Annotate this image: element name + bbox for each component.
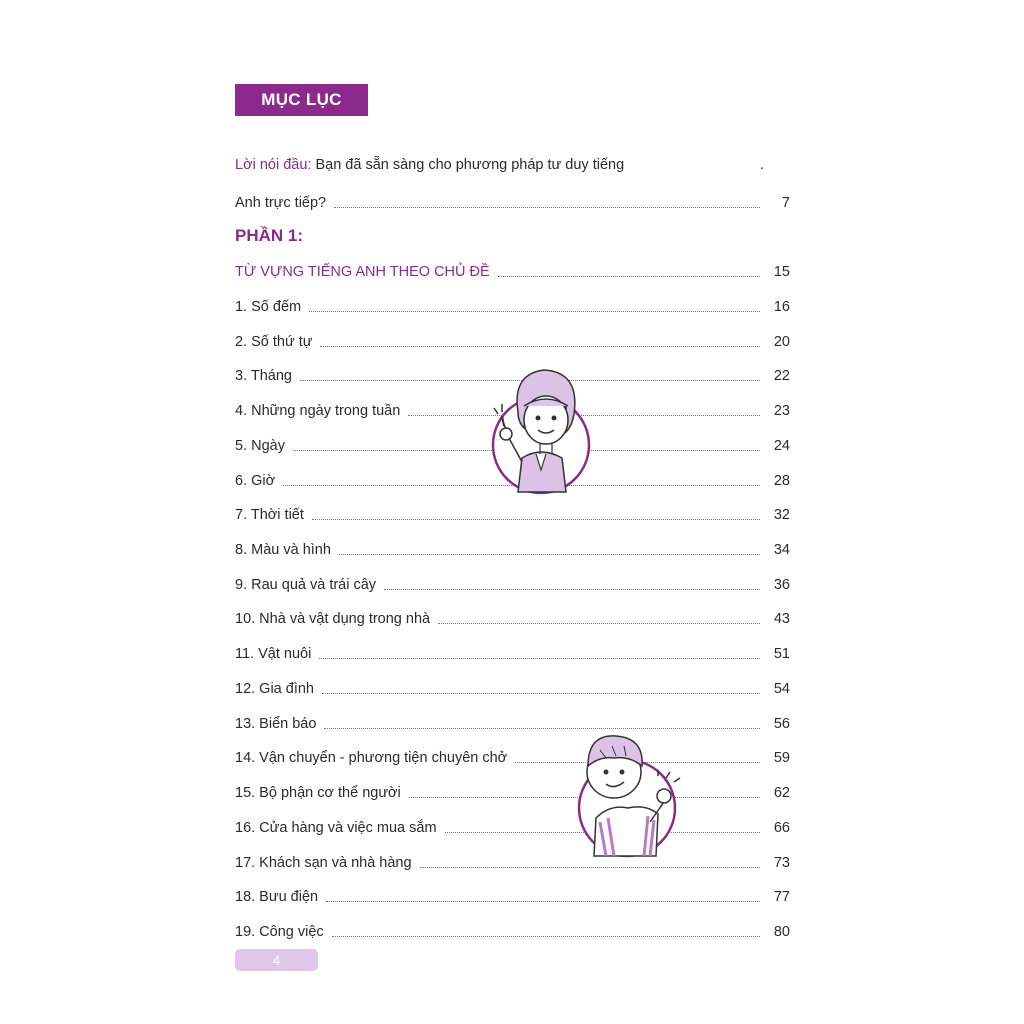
leader-dots <box>326 901 760 902</box>
boy-illustration-icon <box>570 728 684 860</box>
page-ref: 34 <box>773 542 790 559</box>
entry-label: 4. Những ngày trong tuần <box>235 403 401 420</box>
toc-heading: MỤC LỤC <box>235 84 368 116</box>
leader-dots <box>309 311 760 312</box>
toc-entry[interactable] <box>235 919 790 941</box>
page-ref: 24 <box>773 437 790 454</box>
leader-dots <box>320 346 760 347</box>
toc-entry[interactable] <box>235 745 790 767</box>
leader-dots <box>384 589 760 590</box>
page-ref: 51 <box>773 646 790 663</box>
page-ref: 22 <box>773 368 790 385</box>
toc-entry[interactable] <box>235 537 790 559</box>
toc-entry[interactable] <box>235 606 790 628</box>
page-ref: 28 <box>773 472 790 489</box>
entry-label: 13. Biển báo <box>235 715 317 732</box>
page-ref: 15 <box>773 264 790 280</box>
leader-dots <box>334 207 760 208</box>
entry-label: 1. Số đếm <box>235 299 302 315</box>
intro-text-1: Bạn đã sẵn sàng cho phương pháp tư duy tiếng <box>311 157 625 173</box>
entry-label: 16. Cửa hàng và việc mua sắm <box>235 819 437 836</box>
entry-label: 3. Tháng <box>235 368 292 385</box>
entry-label: 2. Số thứ tự <box>235 333 313 350</box>
leader-dots <box>322 693 760 694</box>
leader-dots <box>498 276 760 277</box>
intro-dot: . <box>760 157 765 173</box>
page-ref: 62 <box>773 785 790 802</box>
page-ref: 43 <box>773 611 790 628</box>
page-ref: 23 <box>773 403 790 420</box>
entry-label: 17. Khách sạn và nhà hàng <box>235 854 412 871</box>
page-number: 4 <box>235 949 318 971</box>
toc-entry[interactable] <box>235 572 790 594</box>
section-label: TỪ VỰNG TIẾNG ANH THEO CHỦ ĐỀ <box>235 264 490 280</box>
entry-label: 12. Gia đình <box>235 680 314 697</box>
entry-label: 7. Thời tiết <box>235 507 304 524</box>
toc-entry[interactable] <box>235 294 790 316</box>
toc-entry-intro[interactable] <box>235 190 790 212</box>
entry-label: 10. Nhà và vật dụng trong nhà <box>235 611 431 628</box>
entry-label: 6. Giờ <box>235 472 276 489</box>
entry-label: 15. Bộ phận cơ thể người <box>235 785 401 802</box>
intro-text-2: Anh trực tiếp? <box>235 195 327 211</box>
page-ref: 59 <box>773 750 790 767</box>
leader-dots <box>339 554 760 555</box>
entry-label: 19. Công việc <box>235 923 324 940</box>
entry-label: 11. Vật nuôi <box>235 646 312 663</box>
toc-entry[interactable] <box>235 780 790 802</box>
intro-line-1 <box>235 157 775 173</box>
toc-entry-section[interactable] <box>235 259 790 281</box>
toc-entry[interactable] <box>235 502 790 524</box>
page-ref: 7 <box>781 195 790 211</box>
leader-dots <box>319 658 760 659</box>
toc-entry[interactable] <box>235 850 790 872</box>
entry-label: 14. Vận chuyển - phương tiện chuyên chở <box>235 750 508 767</box>
entry-label: 18. Bưu điện <box>235 889 319 906</box>
toc-entry[interactable] <box>235 711 790 733</box>
leader-dots <box>420 867 760 868</box>
leader-dots <box>438 623 760 624</box>
page-ref: 80 <box>773 923 790 940</box>
page-ref: 32 <box>773 507 790 524</box>
page-ref: 73 <box>773 854 790 871</box>
intro-prefix: Lời nói đầu: <box>235 157 312 173</box>
entry-label: 5. Ngày <box>235 437 285 454</box>
entry-label: 8. Màu và hình <box>235 542 331 559</box>
toc-entry[interactable] <box>235 815 790 837</box>
leader-dots <box>324 728 760 729</box>
page-ref: 16 <box>773 299 790 315</box>
part-heading: PHẦN 1: <box>235 226 304 245</box>
page-ref: 20 <box>773 333 790 350</box>
girl-illustration-icon <box>488 362 598 496</box>
toc-entry[interactable] <box>235 884 790 906</box>
toc-entry[interactable] <box>235 641 790 663</box>
toc-entry[interactable] <box>235 329 790 351</box>
page-ref: 54 <box>773 680 790 697</box>
entry-label: 9. Rau quả và trái cây <box>235 576 377 593</box>
page-ref: 66 <box>773 819 790 836</box>
toc-entry[interactable] <box>235 676 790 698</box>
page-ref: 36 <box>773 576 790 593</box>
leader-dots <box>312 519 760 520</box>
leader-dots <box>332 936 760 937</box>
page-ref: 56 <box>773 715 790 732</box>
page-ref: 77 <box>773 889 790 906</box>
